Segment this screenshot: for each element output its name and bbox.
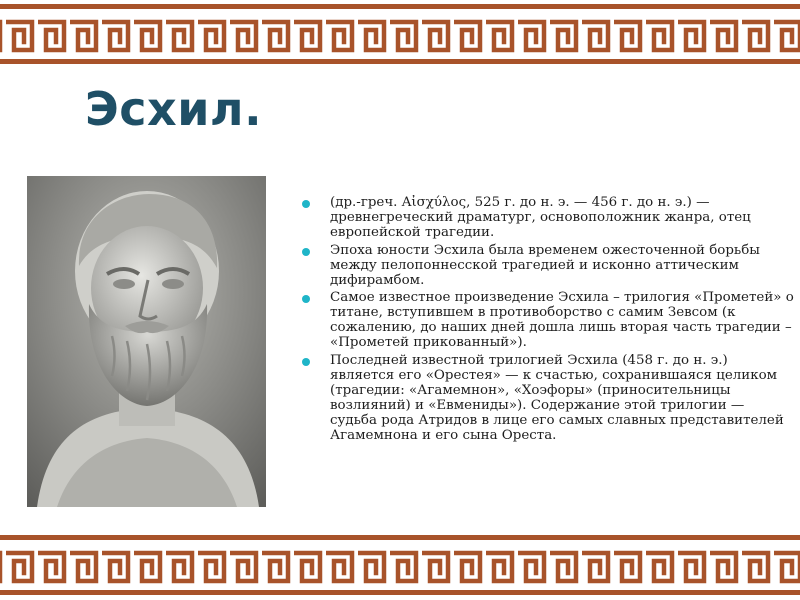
circle-bullet-icon bbox=[302, 200, 310, 208]
bullet-text: (др.-греч. Αἰσχύλος, 525 г. до н. э. — 456 г. до н. э.) — древнегреческий драматург, основоположник жанра, отец европейской трагедии. bbox=[330, 195, 751, 240]
list-item bbox=[302, 244, 794, 289]
circle-bullet-icon bbox=[302, 295, 310, 303]
list-item bbox=[302, 196, 794, 241]
list-item bbox=[302, 354, 794, 443]
slide-title: Эсхил. bbox=[85, 82, 263, 136]
greek-key-border-bottom bbox=[0, 531, 800, 599]
list-item bbox=[302, 291, 794, 351]
bullet-text: Самое известное произведение Эсхила – трилогия «Прометей» о титане, вступившем в противоборство с самим Зевсом (к сожалению, до наших дней дошла лишь вторая часть трагедии – «Прометей прикованный»). bbox=[330, 290, 794, 351]
bullet-text: Последней известной трилогией Эсхила (458 г. до н. э.) является его «Орестея» — к счастью, сохранившаяся целиком (трагедии: «Агамемнон», «Хоэфоры» (приносительницы возлияний) и «Евмениды»). Содержание этой трилогии — судьба рода Атридов в лице его самых славных представителей Агамемнона и его сына Ореста. bbox=[330, 353, 784, 443]
greek-key-border-top bbox=[0, 0, 800, 68]
circle-bullet-icon bbox=[302, 248, 310, 256]
bullet-list bbox=[302, 196, 794, 447]
bullet-text: Эпоха юности Эсхила была временем ожесточенной борьбы между пелопоннесской трагедией и исконно аттическим дифирамбом. bbox=[330, 242, 760, 288]
circle-bullet-icon bbox=[302, 358, 310, 366]
aeschylus-portrait bbox=[27, 176, 266, 507]
